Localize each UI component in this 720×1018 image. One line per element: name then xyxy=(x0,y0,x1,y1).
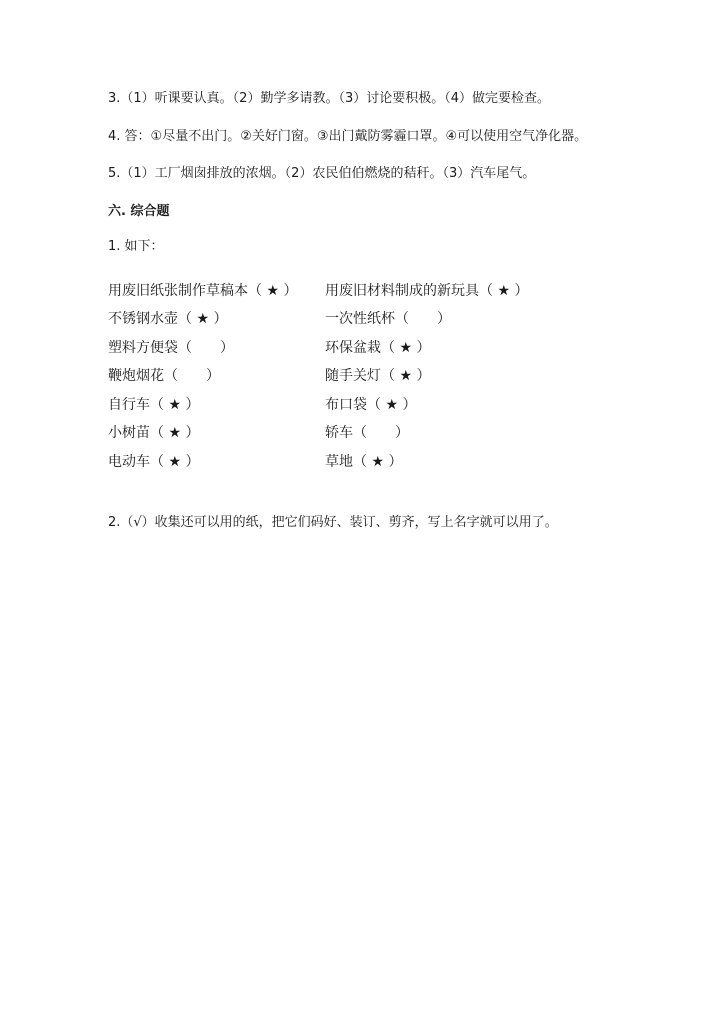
grid-row xyxy=(108,281,608,301)
answer-4: 4. 答：①尽量不出门。②关好门窗。③出门戴防雾霾口罩。④可以使用空气净化器。 xyxy=(108,129,588,144)
grid-item-left: 电动车（ ★ ） xyxy=(108,454,200,470)
grid-item-right: 草地（ ★ ） xyxy=(325,454,403,470)
grid-item-left: 鞭炮烟花（ ） xyxy=(108,368,220,384)
answer-3: 3.（1）听课要认真。（2）勤学多请教。（3）讨论要积极。（4）做完要检查。 xyxy=(108,91,550,106)
grid-item-right: 环保盆栽（ ★ ） xyxy=(325,340,431,356)
grid-item-left: 小树苗（ ★ ） xyxy=(108,425,200,441)
grid-item-right: 随手关灯（ ★ ） xyxy=(325,368,431,384)
question-1-label: 1. 如下： xyxy=(108,239,164,254)
grid-row xyxy=(108,452,608,472)
grid-row xyxy=(108,423,608,443)
grid-item-right: 一次性纸杯（ ） xyxy=(325,311,451,327)
grid-item-left: 用废旧纸张制作草稿本（ ★ ） xyxy=(108,283,298,299)
grid-row xyxy=(108,338,608,358)
grid-item-right: 用废旧材料制成的新玩具（ ★ ） xyxy=(325,283,529,299)
grid-item-right: 布口袋（ ★ ） xyxy=(325,397,417,413)
grid-row xyxy=(108,366,608,386)
section-title: 六. 综合题 xyxy=(108,204,170,219)
grid-item-left: 不锈钢水壶（ ★ ） xyxy=(108,311,228,327)
answer-5: 5.（1）工厂烟囱排放的浓烟。（2）农民伯伯燃烧的秸秆。（3）汽车尾气。 xyxy=(108,166,536,181)
question-2-answer: 2.（√）收集还可以用的纸，把它们码好、装订、剪齐，写上名字就可以用了。 xyxy=(108,515,558,530)
grid-item-right: 轿车（ ） xyxy=(325,425,409,441)
grid-row xyxy=(108,395,608,415)
grid-item-left: 塑料方便袋（ ） xyxy=(108,340,234,356)
grid-row xyxy=(108,309,608,329)
grid-item-left: 自行车（ ★ ） xyxy=(108,397,200,413)
